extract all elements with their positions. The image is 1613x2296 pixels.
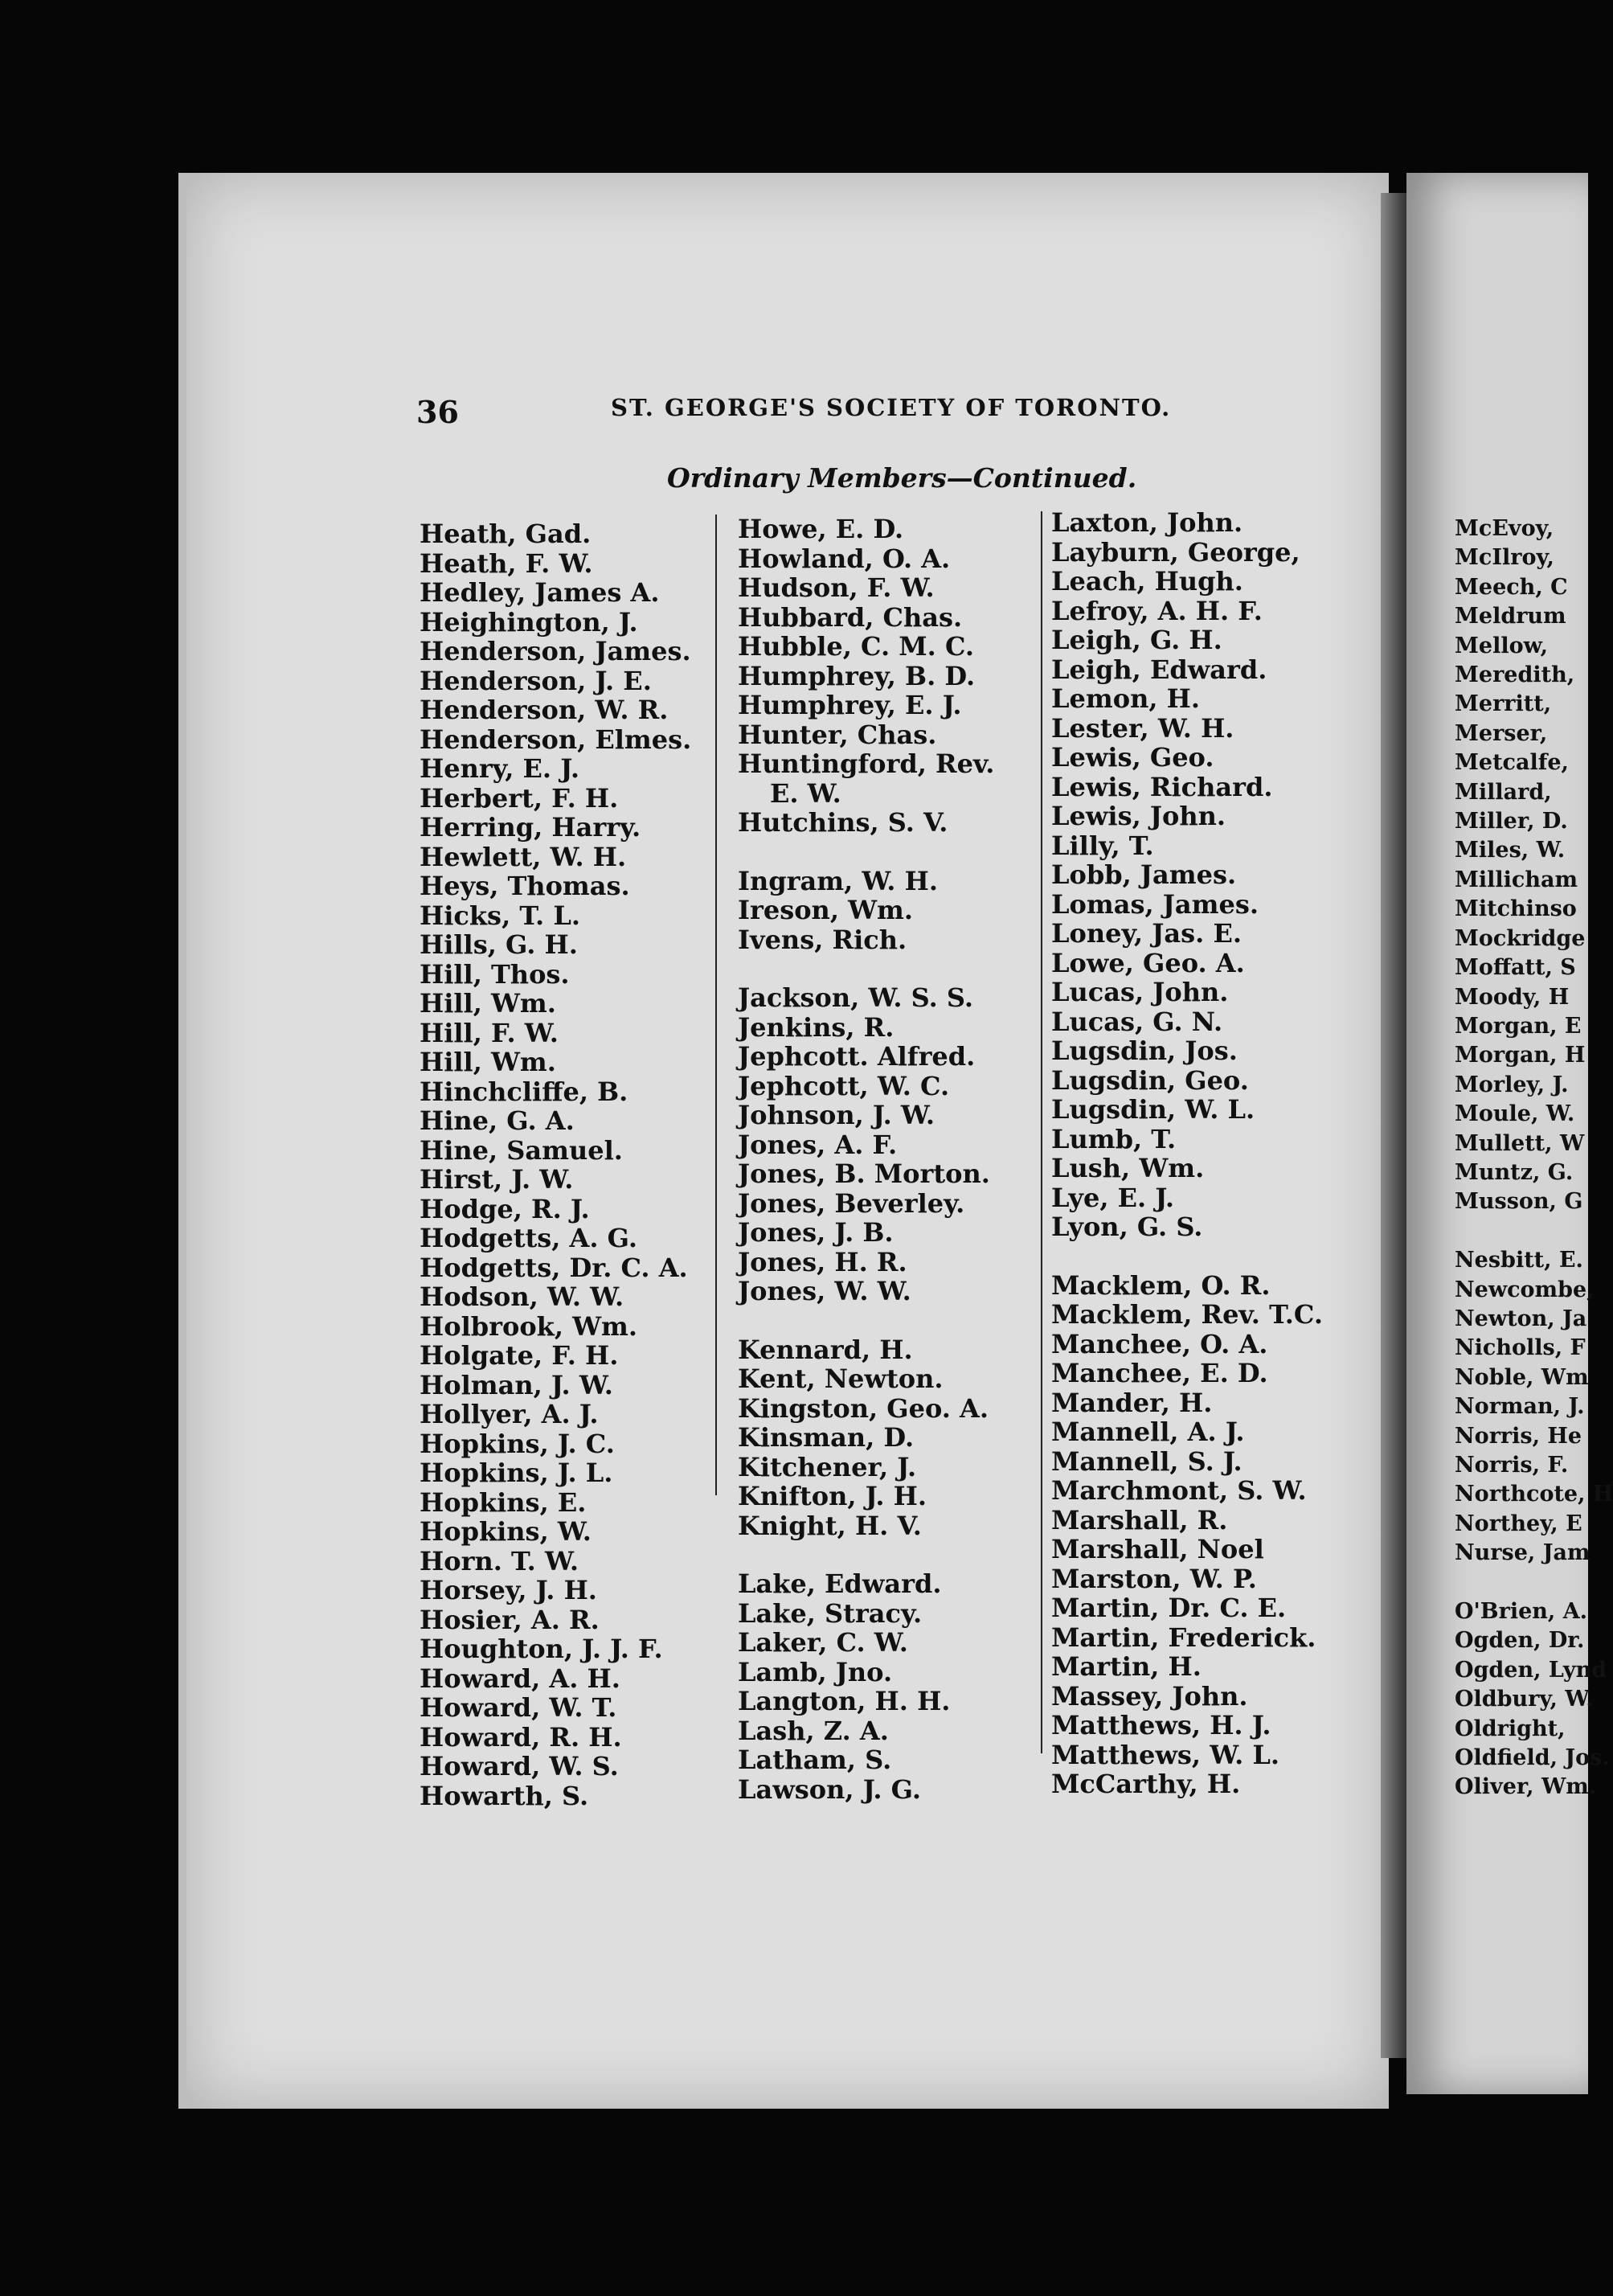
member-name: Hills, G. H. <box>420 929 578 960</box>
running-head: ST. GEORGE'S SOCIETY OF TORONTO. <box>611 394 1172 421</box>
member-name: Lugsdin, Geo. <box>1051 1064 1249 1096</box>
member-name: Ogden, Dr. <box>1455 1628 1585 1654</box>
member-name: Howard, R. H. <box>420 1721 622 1753</box>
member-name: Houghton, J. J. F. <box>420 1634 663 1664</box>
member-name: Henderson, Elmes. <box>420 724 692 755</box>
member-name: Mander, H. <box>1051 1387 1213 1418</box>
member-name: Howard, W. S. <box>420 1751 619 1781</box>
member-name: Oldright, <box>1455 1716 1566 1741</box>
member-name: Marston, W. P. <box>1051 1563 1257 1594</box>
member-name: Humphrey, B. D. <box>738 660 976 691</box>
member-name: Lobb, James. <box>1051 859 1237 890</box>
member-name: Mullett, W <box>1455 1130 1585 1156</box>
member-name: Jones, A. F. <box>738 1129 898 1160</box>
member-name: Lewis, Richard. <box>1051 771 1273 802</box>
member-name: Morgan, E <box>1455 1013 1582 1039</box>
member-name: Knight, H. V. <box>738 1510 922 1541</box>
member-name: Musson, G <box>1455 1189 1583 1215</box>
member-name: Henderson, James. <box>420 636 691 666</box>
member-name: Hopkins, J. L. <box>420 1458 613 1488</box>
member-name: Lake, Stracy. <box>738 1597 923 1629</box>
member-name: Hunter, Chas. <box>738 719 937 750</box>
member-name: Oldbury, W. <box>1455 1687 1594 1712</box>
member-name: Jones, J. B. <box>738 1217 894 1248</box>
member-name: Langton, H. H. <box>738 1686 951 1716</box>
member-name: Mannell, S. J. <box>1051 1445 1243 1477</box>
member-name: Hedley, James A. <box>420 577 660 608</box>
member-name: Hewlett, W. H. <box>420 841 627 872</box>
member-name: Lugsdin, Jos. <box>1051 1035 1238 1066</box>
member-name: Hicks, T. L. <box>420 900 580 931</box>
member-name: Kinsman, D. <box>738 1422 915 1453</box>
member-name: Kitchener, J. <box>738 1451 917 1482</box>
member-name: Lucas, John. <box>1051 977 1229 1007</box>
member-name: Hudson, F. W. <box>738 572 935 603</box>
member-name: Northey, E <box>1455 1511 1582 1536</box>
member-name: Nurse, Jam <box>1455 1540 1590 1566</box>
member-name: Matthews, H. J. <box>1051 1710 1271 1740</box>
member-name: Mannell, A. J. <box>1051 1417 1245 1447</box>
member-name: Leach, Hugh. <box>1051 566 1243 597</box>
member-name: Hutchins, S. V. <box>738 807 948 838</box>
member-name: Nesbitt, E. <box>1455 1248 1583 1273</box>
member-name: Hosier, A. R. <box>420 1604 600 1635</box>
member-name: Humphrey, E. J. <box>738 690 962 720</box>
member-name: Leigh, Edward. <box>1051 654 1267 685</box>
member-name: Johnson, J. W. <box>738 1100 935 1130</box>
member-name: Howarth, S. <box>420 1780 589 1811</box>
member-name: Hodson, W. W. <box>420 1281 624 1312</box>
member-name: Mitchinso <box>1455 896 1577 922</box>
member-name: Morgan, H <box>1455 1043 1586 1068</box>
member-name: Lilly, T. <box>1051 830 1154 861</box>
member-name: Norris, He <box>1455 1423 1582 1449</box>
list-gap <box>738 954 994 983</box>
member-name: Martin, Dr. C. E. <box>1051 1593 1287 1623</box>
member-name: Hill, Wm. <box>420 988 556 1019</box>
member-name: Marchmont, S. W. <box>1051 1475 1307 1506</box>
member-name: Jones, Beverley. <box>738 1187 965 1219</box>
member-name: Norris, F. <box>1455 1453 1569 1478</box>
member-name: Holbrook, Wm. <box>420 1310 638 1342</box>
page-number: 36 <box>416 394 459 430</box>
member-name: Meech, C <box>1455 574 1568 600</box>
member-name: Macklem, O. R. <box>1051 1269 1271 1301</box>
member-name: Lamb, Jno. <box>738 1656 893 1687</box>
column-rule <box>1041 511 1042 1753</box>
member-name: Henderson, J. E. <box>420 665 652 696</box>
member-name: Lemon, H. <box>1051 683 1200 714</box>
member-name: Lush, Wm. <box>1051 1153 1205 1183</box>
member-name: Moule, W. <box>1455 1101 1575 1127</box>
member-name: Laker, C. W. <box>738 1627 908 1658</box>
member-name: Howard, W. T. <box>420 1692 617 1723</box>
member-name: Manchee, O. A. <box>1051 1328 1268 1359</box>
member-name: Merritt, <box>1455 691 1552 717</box>
member-name: Meredith, <box>1455 662 1575 688</box>
member-name: Miles, W. <box>1455 838 1566 863</box>
member-name: O'Brien, A. <box>1455 1599 1588 1625</box>
member-name: Hollyer, A. J. <box>420 1399 599 1429</box>
member-name: Heath, Gad. <box>420 519 592 549</box>
member-name: Howe, E. D. <box>738 514 904 544</box>
member-name: Hubble, C. M. C. <box>738 631 974 662</box>
member-name: Hopkins, W. <box>420 1516 592 1547</box>
member-name: Herring, Harry. <box>420 812 641 843</box>
member-name: Kent, Newton. <box>738 1363 944 1394</box>
member-name: Henry, E. J. <box>420 753 579 784</box>
member-name: Hill, Wm. <box>420 1047 556 1077</box>
member-name: Lomas, James. <box>1051 888 1259 920</box>
member-name: Hinchcliffe, B. <box>420 1076 628 1107</box>
member-name: Ireson, Wm. <box>738 895 914 925</box>
member-name: Ivens, Rich. <box>738 924 907 955</box>
member-name: Knifton, J. H. <box>738 1481 927 1511</box>
member-name: Marshall, Noel <box>1051 1534 1264 1564</box>
member-name: Laxton, John. <box>1051 507 1243 538</box>
member-name: Moody, H <box>1455 984 1570 1010</box>
member-name: Newcombe, <box>1455 1277 1595 1302</box>
member-name: Lowe, Geo. A. <box>1051 947 1245 978</box>
member-name: Henderson, W. R. <box>420 695 669 725</box>
member-name: Hine, Samuel. <box>420 1134 623 1166</box>
member-column-1 <box>420 519 691 1810</box>
member-name: Hubbard, Chas. <box>738 601 963 633</box>
member-name: Latham, S. <box>738 1745 892 1775</box>
member-name: Horn. T. W. <box>420 1545 579 1576</box>
member-name: Noble, Wm <box>1455 1364 1589 1390</box>
member-name: Millicham <box>1455 867 1578 892</box>
member-name: McCarthy, H. <box>1051 1769 1241 1799</box>
member-name: Heys, Thomas. <box>420 871 630 901</box>
member-name: Jephcott. Alfred. <box>738 1041 976 1072</box>
member-name: Hirst, J. W. <box>420 1164 574 1195</box>
member-name: Mellow, <box>1455 633 1549 658</box>
member-name: Ingram, W. H. <box>738 865 938 896</box>
member-name: Hopkins, E. <box>420 1486 587 1518</box>
member-name: Lucas, G. N. <box>1051 1006 1223 1037</box>
member-name: Marshall, R. <box>1051 1504 1228 1535</box>
member-column-3 <box>1051 508 1323 1799</box>
member-name: Hodgetts, Dr. C. A. <box>420 1252 688 1283</box>
member-name: Martin, H. <box>1051 1651 1202 1682</box>
member-name: Layburn, George, <box>1051 536 1300 568</box>
member-name: Norman, J. <box>1455 1394 1585 1420</box>
member-name: Ogden, Lynd <box>1455 1657 1607 1683</box>
member-name: Lye, E. J. <box>1051 1182 1175 1213</box>
member-name: Kennard, H. <box>738 1334 913 1365</box>
member-name: Leigh, G. H. <box>1051 625 1222 655</box>
member-name: McIlroy, <box>1455 545 1554 571</box>
member-name: Metcalfe, <box>1455 750 1569 776</box>
member-name: Jephcott, W. C. <box>738 1070 950 1101</box>
member-name: Nicholls, F <box>1455 1335 1586 1361</box>
member-name: Moffatt, S <box>1455 955 1576 981</box>
member-name: Lefroy, A. H. F. <box>1051 595 1263 626</box>
list-gap <box>1455 1217 1613 1246</box>
member-name: Hodge, R. J. <box>420 1193 590 1224</box>
member-name: Matthews, W. L. <box>1051 1739 1280 1770</box>
member-name: Hill, F. W. <box>420 1017 559 1048</box>
member-name: Lyon, G. S. <box>1051 1212 1203 1242</box>
member-name: Loney, Jas. E. <box>1051 918 1242 949</box>
member-name: Millard, <box>1455 779 1552 805</box>
member-name: Mockridge <box>1455 925 1586 951</box>
member-name: Lugsdin, W. L. <box>1051 1094 1255 1125</box>
member-name: Hodgetts, A. G. <box>420 1223 637 1253</box>
member-name: Oliver, Wm. <box>1455 1774 1597 1800</box>
section-heading: Ordinary Members—Continued. <box>667 462 1137 494</box>
member-name: Manchee, E. D. <box>1051 1358 1268 1388</box>
member-name: E. W. <box>770 777 841 809</box>
member-name: Hine, G. A. <box>420 1105 575 1136</box>
member-column-2 <box>738 515 994 1804</box>
member-name: Meldrum <box>1455 604 1566 629</box>
member-name: Kingston, Geo. A. <box>738 1392 989 1424</box>
member-name: Lewis, Geo. <box>1051 742 1214 773</box>
member-name: Northcote, H <box>1455 1482 1613 1507</box>
member-name: Holman, J. W. <box>420 1369 613 1400</box>
member-name: Lester, W. H. <box>1051 712 1234 744</box>
member-name: Huntingford, Rev. <box>738 748 995 779</box>
member-name: Jones, W. W. <box>738 1276 911 1306</box>
member-name: Jones, B. Morton. <box>738 1158 990 1189</box>
member-name: Herbert, F. H. <box>420 782 619 814</box>
member-name: Hill, Thos. <box>420 958 570 990</box>
member-name: Martin, Frederick. <box>1051 1622 1316 1653</box>
member-name: Jenkins, R. <box>738 1011 895 1043</box>
member-name: Jackson, W. S. S. <box>738 982 974 1013</box>
member-name: Miller, D. <box>1455 809 1568 834</box>
member-name: Muntz, G. <box>1455 1159 1574 1185</box>
list-gap <box>1455 1568 1613 1597</box>
member-name: Jones, H. R. <box>738 1246 907 1277</box>
list-gap <box>1051 1242 1323 1271</box>
member-name: Lake, Edward. <box>738 1568 942 1599</box>
list-gap <box>738 1540 994 1569</box>
member-name: Horsey, J. H. <box>420 1575 597 1605</box>
list-gap <box>738 1306 994 1335</box>
member-name: Lumb, T. <box>1051 1123 1177 1154</box>
member-name: Heath, F. W. <box>420 547 593 579</box>
member-name: Newton, Ja <box>1455 1306 1587 1331</box>
member-name: Lash, Z. A. <box>738 1715 889 1746</box>
member-name: Massey, John. <box>1051 1680 1248 1712</box>
member-name: Macklem, Rev. T.C. <box>1051 1299 1323 1330</box>
member-name: Morley, J. <box>1455 1072 1569 1097</box>
member-name: Oldfield, Jos. <box>1455 1745 1610 1771</box>
member-name: Merser, <box>1455 720 1548 746</box>
member-name: Lewis, John. <box>1051 801 1226 831</box>
member-name: Heighington, J. <box>420 606 638 638</box>
list-gap <box>738 838 994 867</box>
member-name: Lawson, J. G. <box>738 1773 921 1805</box>
member-name: Howard, A. H. <box>420 1663 620 1694</box>
member-name: McEvoy, <box>1455 516 1554 541</box>
member-name: Holgate, F. H. <box>420 1340 619 1371</box>
member-name: Howland, O. A. <box>738 543 951 574</box>
member-name: Hopkins, J. C. <box>420 1428 615 1459</box>
column-rule <box>715 515 717 1495</box>
member-column-4 <box>1455 515 1613 1802</box>
